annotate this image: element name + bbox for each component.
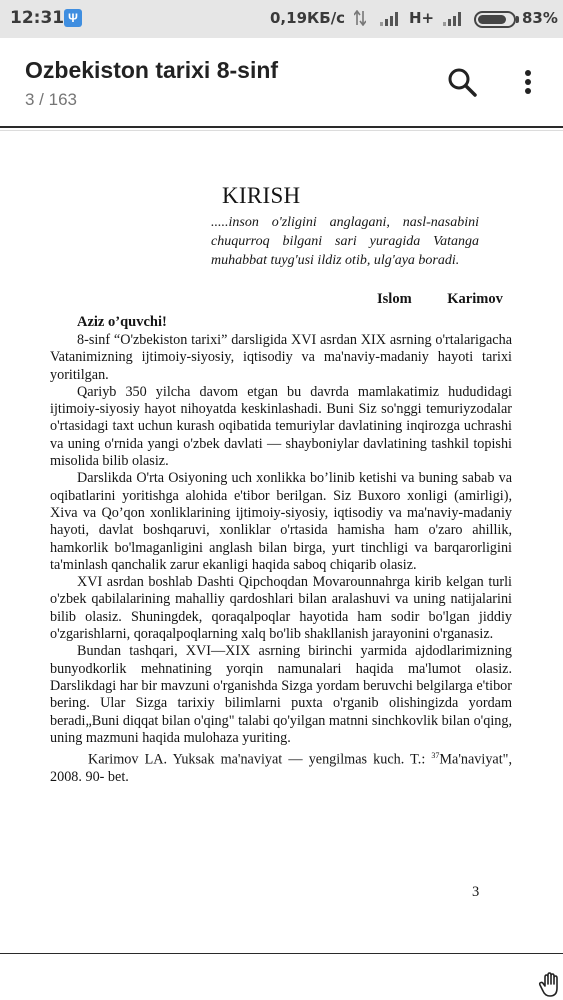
reference bbox=[50, 747, 512, 786]
search-icon[interactable] bbox=[444, 64, 480, 100]
epigraph: .....inson o'zligini anglagani, nasl-nasabini chuqurroq bilgani sari yuragida Vatanga muhabbat tuyg'usi ildiz otib, ulg'aya boradi. bbox=[211, 215, 479, 268]
paragraph: Qariyb 350 yilcha davom etgan bu davrda mamlakatimiz hududidagi ijtimoiy-siyosiy hayot nihoyatda keskinlashadi. Buni Siz so'nggi temuriyzodalar o'rtasidagi taxt uchun kurash oqibatida temuriylar davlatining inqirozga uchrashi va uning o'rnida yangi o'zbek davlati — shayboniylar davlatining tashkil topishi misolida bilib olasiz. bbox=[50, 383, 512, 470]
reference-text-2: Ma'naviyat", 2008. 90- bet. bbox=[50, 751, 512, 786]
battery-tip-icon bbox=[516, 16, 519, 23]
status-bar bbox=[0, 0, 563, 38]
paragraph: XVI asrdan boshlab Dashti Qipchoqdan Movarounnahrga kirib kelgan turli o'zbek qabilalarining mahalliy qardoshlari bilan aralashuvi va uning natijalarini bilib olasiz. Shuningdek, qoraqalpoqlar hayotida ham sodir bo'lgan jiddiy o'zgarishlarni, qoraqalpoqlarning xalq bo'lib shakllanish jarayonini o'rganasiz. bbox=[50, 574, 512, 643]
reference-mark: 37 bbox=[431, 751, 440, 761]
paragraph: Darslikda O'rta Osiyoning uch xonlikka bo’linib ketishi va buning sabab va oqibatlarini yoritishga alohida e'tibor berilgan. Siz Buxoro xonligi (amirligi), Xiva va Qo’qon xonliklarining ijtimoiy-siyosiy, iqtisodiy va ma'naviy-madaniy hayoti, davlat boshqaruvi, xonliklar o'rtasida hamisha ham o'zaro ahillik, hamkorlik bo'lmaganligini anglash bilan birga, yurt tinchligi va barqarorligini ta'minlash qanchalik zarur ekanligi haqida saboq chiqarib olasiz. bbox=[50, 470, 512, 573]
notification-app-icon: Ψ bbox=[64, 9, 82, 27]
data-transfer-icon bbox=[354, 10, 366, 26]
app-toolbar bbox=[0, 38, 563, 126]
network-type: H+ bbox=[409, 9, 435, 27]
document-title: Ozbekiston tarixi 8-sinf bbox=[25, 57, 279, 83]
page-number: 3 bbox=[472, 884, 480, 900]
battery-icon bbox=[474, 11, 516, 28]
body-text bbox=[50, 332, 512, 786]
toolbar-divider bbox=[0, 126, 563, 128]
epigraph-author: Islom Karimov bbox=[377, 291, 503, 307]
paragraph: Bundan tashqari, XVI—XIX asrning birinchi yarmida ajdodlarimizning bunyodkorlik mehnatining yorqin namunalari haqida ma'lumot olasiz. Darslikdagi har bir mavzuni o'rganishda Sizga yordam beruvchi belgilarga e'tibor bering. Ular Sizga tarixiy bilimlarni puxta o'rganib olishingizda yordam beradi„Buni diqqat bilan o'qing" talabi qo'yilgan matnni sinchkovlik bilan o'qing, uning mazmuni haqida mulohaza yuriting. bbox=[50, 643, 513, 746]
more-options-icon[interactable] bbox=[514, 64, 542, 100]
paragraph: 8-sinf “O'zbekiston tarixi” darsligida XVI asrdan XIX asrning o'rtalarigacha Vatanimizning ijtimoiy-siyosiy, iqtisodiy va ma'naviy-madaniy hayoti tarixi yoritilgan. bbox=[50, 332, 512, 383]
page-counter: 3 / 163 bbox=[25, 90, 77, 109]
status-time: 12:31 bbox=[10, 8, 65, 28]
document-page[interactable] bbox=[0, 131, 563, 951]
signal-strength-icon bbox=[380, 11, 402, 26]
hand-touch-icon[interactable] bbox=[538, 972, 562, 998]
page-bottom-edge bbox=[0, 953, 563, 954]
reference-text-1: Karimov LA. Yuksak ma'naviyat — yengilmas kuch. T.: bbox=[88, 751, 432, 768]
network-speed: 0,19КБ/с bbox=[270, 9, 346, 27]
signal-strength-icon-2 bbox=[443, 11, 465, 26]
greeting: Aziz o’quvchi! bbox=[77, 314, 167, 330]
battery-percent: 83% bbox=[522, 9, 558, 27]
chapter-heading: KIRISH bbox=[222, 183, 301, 208]
